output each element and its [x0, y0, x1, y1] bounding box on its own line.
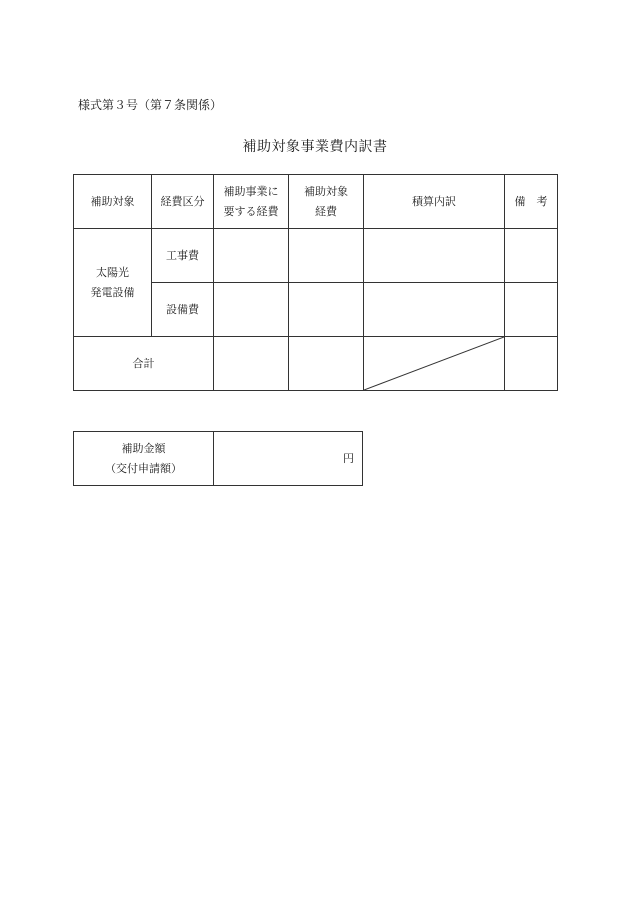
- header-breakdown: 積算内訳: [364, 175, 505, 229]
- cost-breakdown-table: [73, 174, 558, 391]
- subsidy-amount-table: [73, 431, 363, 486]
- header-eligible-cost-line1: 補助対象: [304, 184, 348, 198]
- subsidy-amount-row: [74, 432, 363, 486]
- construction-project-cost-cell[interactable]: [214, 229, 289, 283]
- construction-remarks-cell[interactable]: [505, 229, 558, 283]
- total-breakdown-crossed-cell: [364, 337, 505, 391]
- header-subject: 補助対象: [74, 175, 152, 229]
- table-row-total: [74, 337, 558, 391]
- subsidy-amount-label-line2: （交付申請額）: [105, 461, 182, 475]
- subsidy-amount-label: [74, 432, 214, 486]
- subject-line2: 発電設備: [90, 285, 135, 299]
- header-remarks: 備 考: [505, 175, 558, 229]
- subject-line1: 太陽光: [96, 265, 129, 279]
- subject-solar-cell: [74, 229, 152, 337]
- total-eligible-cost-cell[interactable]: [289, 337, 364, 391]
- equipment-eligible-cost-cell[interactable]: [289, 283, 364, 337]
- header-eligible-cost-line2: 経費: [315, 204, 337, 218]
- page-title: 補助対象事業費内訳書: [242, 139, 388, 155]
- construction-eligible-cost-cell[interactable]: [289, 229, 364, 283]
- diagonal-strike-line: [364, 337, 504, 390]
- total-remarks-cell[interactable]: [505, 337, 558, 391]
- category-construction: 工事費: [152, 229, 214, 283]
- total-project-cost-cell[interactable]: [214, 337, 289, 391]
- form-number: 様式第３号（第７条関係）: [78, 98, 223, 112]
- equipment-project-cost-cell[interactable]: [214, 283, 289, 337]
- header-eligible-cost: [289, 175, 364, 229]
- yen-unit: 円: [343, 451, 354, 465]
- subsidy-amount-value-cell[interactable]: [214, 432, 363, 486]
- category-equipment: 設備費: [152, 283, 214, 337]
- header-project-cost-line1: 補助事業に: [223, 184, 279, 198]
- table-row-construction: [74, 229, 558, 283]
- table-header-row: [74, 175, 558, 229]
- construction-breakdown-cell[interactable]: [364, 229, 505, 283]
- header-category: 経費区分: [152, 175, 214, 229]
- equipment-breakdown-cell[interactable]: [364, 283, 505, 337]
- equipment-remarks-cell[interactable]: [505, 283, 558, 337]
- header-project-cost-line2: 要する経費: [223, 204, 279, 218]
- total-label: 合計: [74, 337, 214, 391]
- subsidy-amount-label-line1: 補助金額: [121, 441, 166, 455]
- header-project-cost: [214, 175, 289, 229]
